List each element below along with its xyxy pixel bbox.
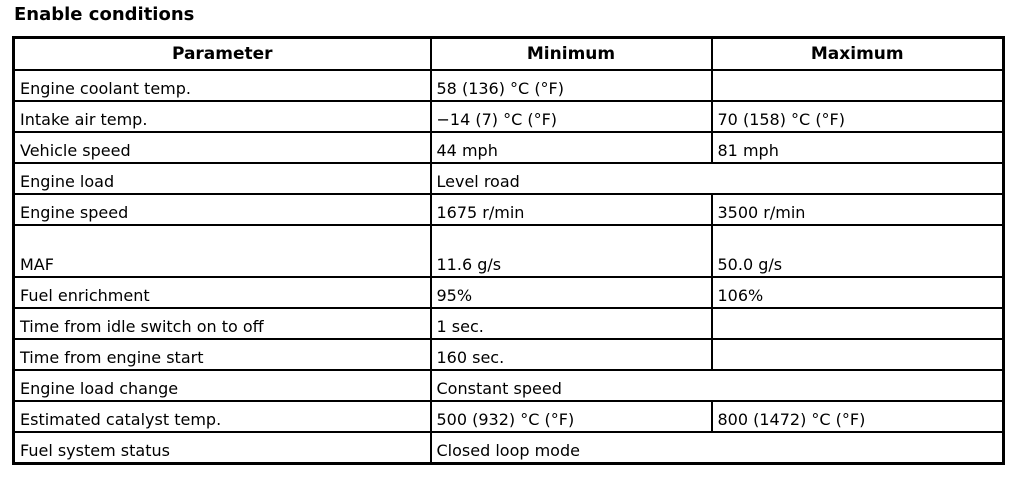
cell-minimum: 11.6 g/s [431, 225, 712, 277]
page-title: Enable conditions [14, 4, 195, 25]
table-row [14, 370, 1004, 401]
cell-maximum: 81 mph [712, 132, 1004, 163]
table-header-row [14, 38, 1004, 71]
table-row [14, 401, 1004, 432]
cell-parameter: MAF [14, 225, 431, 277]
cell-minimum: 1 sec. [431, 308, 712, 339]
table-row [14, 432, 1004, 464]
cell-parameter: Time from idle switch on to off [14, 308, 431, 339]
cell-maximum: 70 (158) °C (°F) [712, 101, 1004, 132]
cell-minimum: 500 (932) °C (°F) [431, 401, 712, 432]
cell-maximum [712, 70, 1004, 101]
cell-minimum: 44 mph [431, 132, 712, 163]
cell-minimum: 58 (136) °C (°F) [431, 70, 712, 101]
cell-minimum: −14 (7) °C (°F) [431, 101, 712, 132]
cell-minimum: 1675 r/min [431, 194, 712, 225]
cell-parameter: Fuel system status [14, 432, 431, 464]
table-row [14, 308, 1004, 339]
table-row [14, 132, 1004, 163]
cell-maximum: 800 (1472) °C (°F) [712, 401, 1004, 432]
cell-parameter: Estimated catalyst temp. [14, 401, 431, 432]
cell-parameter: Vehicle speed [14, 132, 431, 163]
table-row [14, 339, 1004, 370]
cell-parameter: Engine coolant temp. [14, 70, 431, 101]
cell-merged-value: Level road [431, 163, 1004, 194]
cell-parameter: Engine load [14, 163, 431, 194]
header-minimum: Minimum [431, 38, 712, 71]
cell-maximum [712, 339, 1004, 370]
cell-maximum: 106% [712, 277, 1004, 308]
table-row [14, 194, 1004, 225]
header-maximum: Maximum [712, 38, 1004, 71]
cell-parameter: Engine speed [14, 194, 431, 225]
cell-parameter: Fuel enrichment [14, 277, 431, 308]
table-row [14, 225, 1004, 277]
cell-merged-value: Closed loop mode [431, 432, 1004, 464]
table-row [14, 70, 1004, 101]
enable-conditions-table [12, 36, 1005, 465]
cell-maximum [712, 308, 1004, 339]
cell-maximum: 3500 r/min [712, 194, 1004, 225]
cell-parameter: Engine load change [14, 370, 431, 401]
cell-merged-value: Constant speed [431, 370, 1004, 401]
cell-minimum: 160 sec. [431, 339, 712, 370]
header-parameter: Parameter [14, 38, 431, 71]
cell-parameter: Intake air temp. [14, 101, 431, 132]
cell-parameter: Time from engine start [14, 339, 431, 370]
table-row [14, 101, 1004, 132]
table-row [14, 163, 1004, 194]
table-row [14, 277, 1004, 308]
cell-maximum: 50.0 g/s [712, 225, 1004, 277]
cell-minimum: 95% [431, 277, 712, 308]
